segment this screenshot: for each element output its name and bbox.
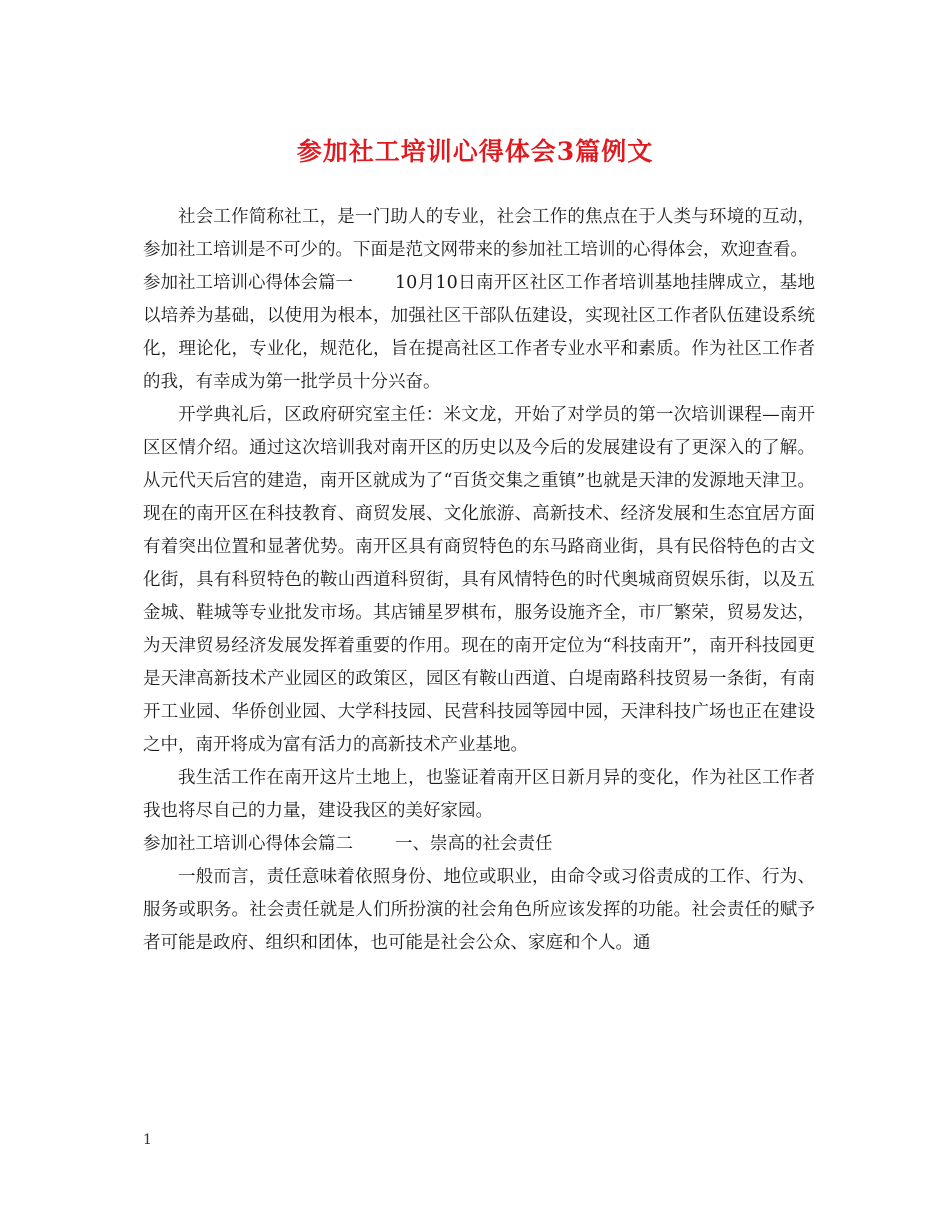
paragraph-orientation: 开学典礼后，区政府研究室主任：米文龙，开始了对学员的第一次培训课程—南开区区情介绍。通过这次培训我对南开区的历史以及今后的发展建设有了更深入的了解。从元代天后宫的建造，南开区就成为了“百货交集之重镇”也就是天津的发源地天津卫。现在的南开区在科技教育、商贸发展、文化旅游、高新技术、经济发展和生态宜居方面有着突出位置和显著优势。南开区具有商贸特色的东马路商业街，具有民俗特色的古文化街，具有科贸特色的鞍山西道科贸街，具有风情特色的时代奥城商贸娱乐街，以及五金城、鞋城等专业批发市场。其店铺星罗棋布，服务设施齐全，市厂繁荣，贸易发达，为天津贸易经济发展发挥着重要的作用。现在的南开定位为“科技南开”，南开科技园更是天津高新技术产业园区的政策区，园区有鞍山西道、白堤南路科技贸易一条街，有南开工业园、华侨创业园、大学科技园、民营科技园等园中园，天津科技广场也正在建设之中，南开将成为富有活力的高新技术产业基地。 — [143, 405, 815, 755]
document-title: 参加社工培训心得体会3篇例文 — [296, 137, 654, 166]
page-number: 1 — [143, 1132, 152, 1148]
paragraph-commitment: 我生活工作在南开这片土地上，也鉴证着南开区日新月异的变化，作为社区工作者我也将尽自己的力量，建设我区的美好家园。 — [143, 768, 815, 821]
section-one-paragraph — [143, 267, 815, 399]
section-two-text: 一、崇高的社会责任 — [395, 834, 553, 854]
section-two-paragraph — [143, 828, 815, 861]
document-body — [143, 201, 815, 960]
section-two-label: 参加社工培训心得体会篇二 — [143, 834, 353, 854]
section-one-label: 参加社工培训心得体会篇一 — [143, 273, 353, 293]
intro-paragraph: 社会工作简称社工，是一门助人的专业，社会工作的焦点在于人类与环境的互动，参加社工培训是不可少的。下面是范文网带来的参加社工培训的心得体会，欢迎查看。 — [143, 207, 815, 260]
section-one-text: 10月10日南开区社区工作者培训基地挂牌成立，基地以培养为基础，以使用为根本，加强社区干部队伍建设，实现社区工作者队伍建设系统化，理论化，专业化，规范化，旨在提高社区工作者专业水平和素质。作为社区工作者的我，有幸成为第一批学员十分兴奋。 — [143, 273, 815, 392]
paragraph-responsibility: 一般而言，责任意味着依照身份、地位或职业，由命令或习俗责成的工作、行为、服务或职务。社会责任就是人们所扮演的社会角色所应该发挥的功能。社会责任的赋予者可能是政府、组织和团体，也可能是社会公众、家庭和个人。通 — [143, 867, 815, 953]
